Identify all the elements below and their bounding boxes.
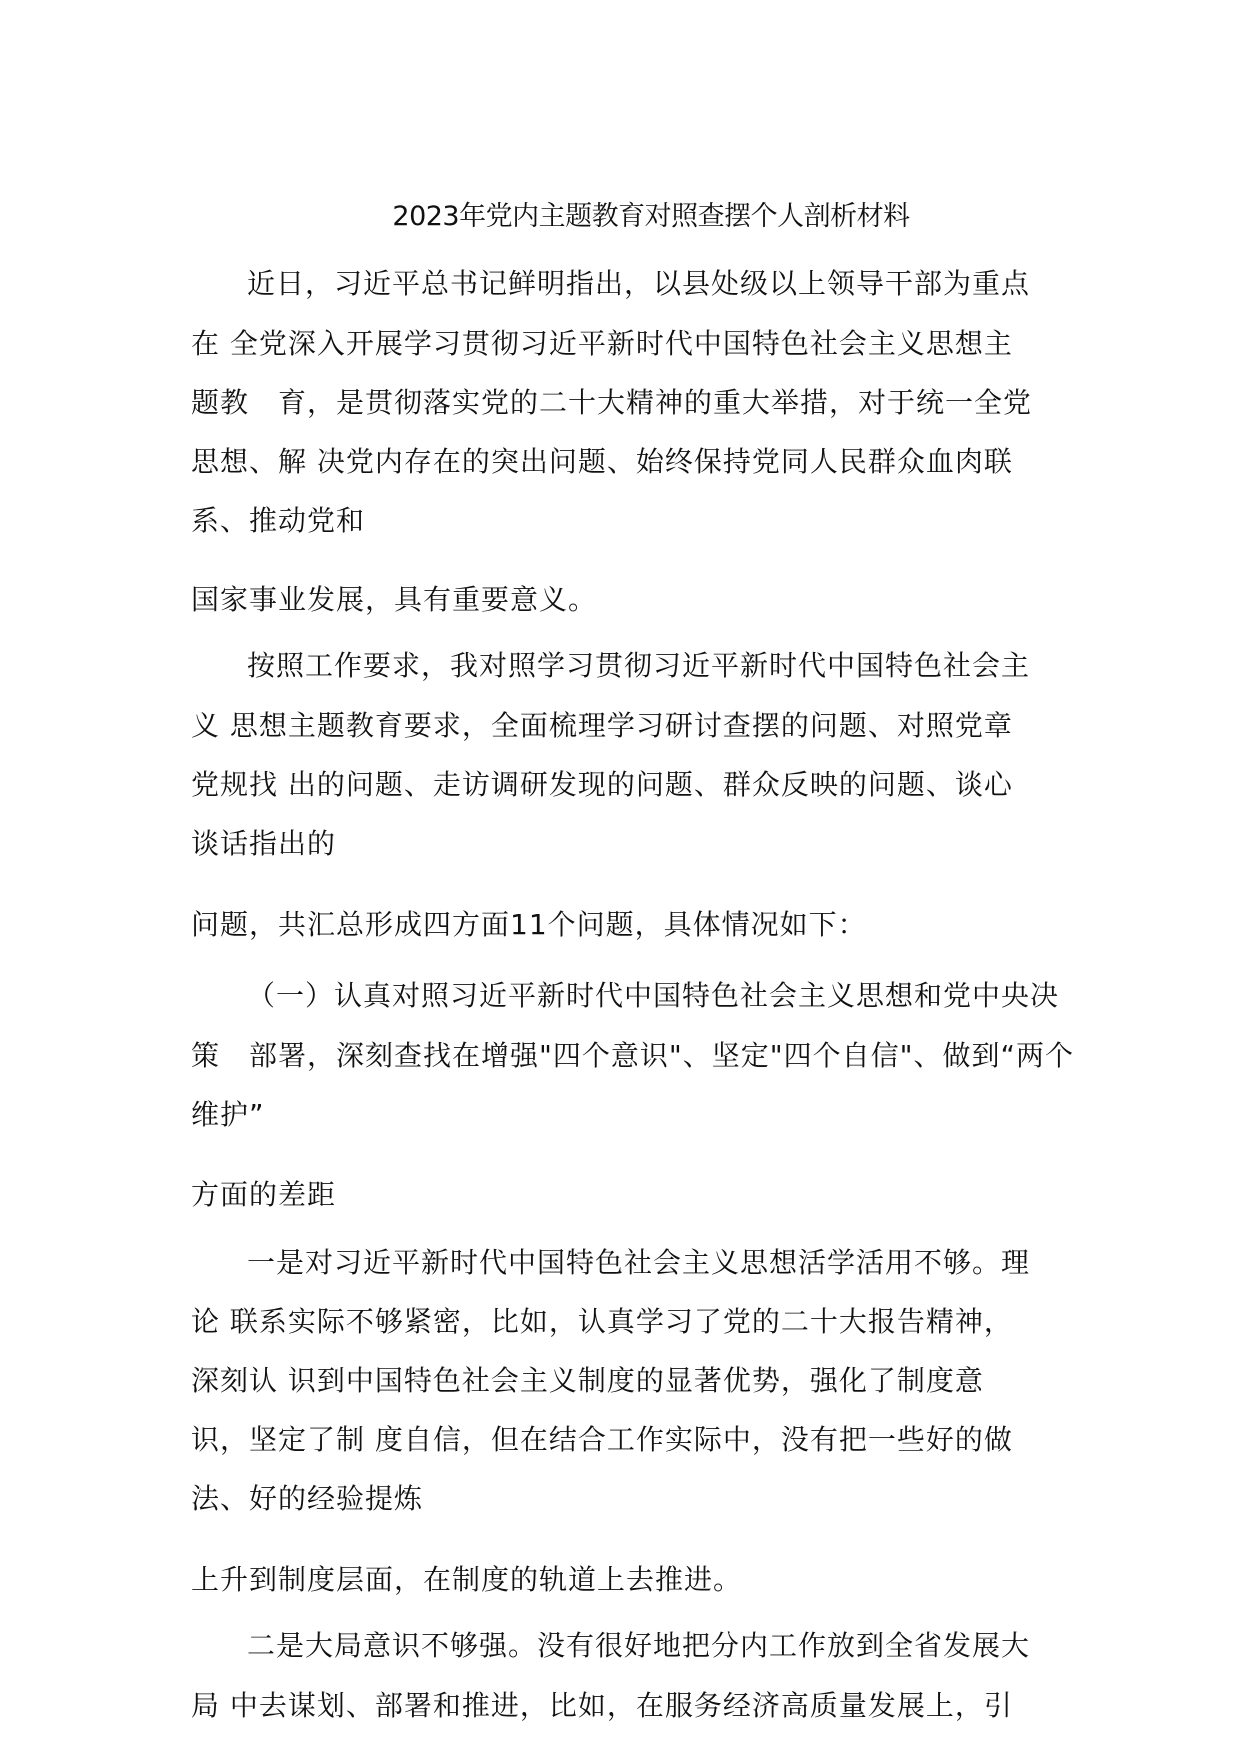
section-heading-line: （一）认真对照习近平新时代中国特色社会主义思想和党中央决	[247, 979, 1060, 1012]
body-line: 二是大局意识不够强。没有很好地把分内工作放到全省发展大	[247, 1629, 1031, 1662]
body-line: 法、好的经验提炼	[191, 1482, 424, 1515]
body-line: 系、推动党和	[191, 504, 366, 537]
body-line: 识，坚定了制 度自信，但在结合工作实际中，没有把一些好的做	[191, 1423, 1013, 1456]
body-line: 思想、解 决党内存在的突出问题、始终保持党同人民群众血肉联	[191, 445, 1013, 478]
body-line: 深刻认 识到中国特色社会主义制度的显著优势，强化了制度意	[191, 1364, 984, 1397]
section-heading-line: 方面的差距	[191, 1178, 337, 1211]
body-line: 按照工作要求，我对照学习贯彻习近平新时代中国特色社会主	[247, 649, 1031, 682]
body-line: 上升到制度层面，在制度的轨道上去推进。	[191, 1563, 743, 1596]
body-line: 题教 育，是贯彻落实党的二十大精神的重大举措，对于统一全党	[191, 386, 1033, 419]
document-title: 2023年党内主题教育对照查摆个人剖析材料	[392, 201, 910, 232]
body-line: 谈话指出的	[191, 827, 337, 860]
body-line: 国家事业发展，具有重要意义。	[191, 583, 598, 616]
body-line: 党规找 出的问题、走访调研发现的问题、群众反映的问题、谈心	[191, 768, 1013, 801]
body-line: 近日，习近平总书记鲜明指出，以县处级以上领导干部为重点	[247, 267, 1031, 300]
section-heading-line: 策 部署，深刻查找在增强"四个意识"、坚定"四个自信"、做到“两个	[191, 1039, 1075, 1072]
body-line: 局 中去谋划、部署和推进，比如，在服务经济高质量发展上，引	[191, 1689, 1013, 1722]
body-line: 问题，共汇总形成四方面11个问题，具体情况如下：	[191, 908, 867, 941]
body-line: 一是对习近平新时代中国特色社会主义思想活学活用不够。理	[247, 1246, 1031, 1279]
section-heading-line: 维护”	[191, 1098, 265, 1131]
body-line: 义 思想主题教育要求，全面梳理学习研讨查摆的问题、对照党章	[191, 709, 1013, 742]
body-line: 论 联系实际不够紧密，比如，认真学习了党的二十大报告精神，	[191, 1305, 1013, 1338]
body-line: 在 全党深入开展学习贯彻习近平新时代中国特色社会主义思想主	[191, 327, 1013, 360]
